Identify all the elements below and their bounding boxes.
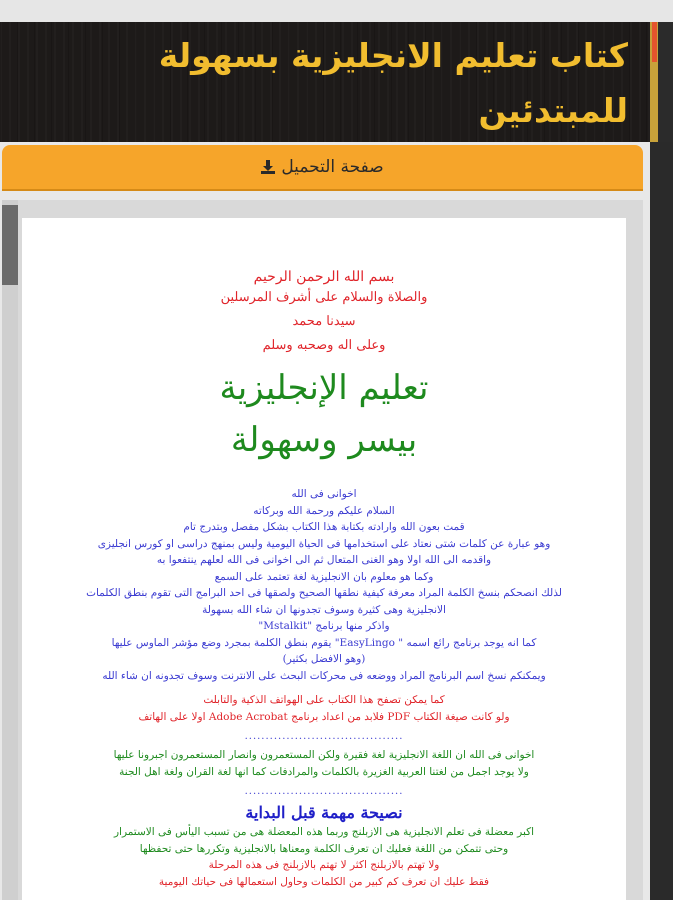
tip-line: فقط عليك ان تعرف كم كبير من الكلمات وحاول استعمالها فى حياتك اليومية <box>158 875 490 888</box>
document-page <box>22 218 626 900</box>
note-block <box>22 692 626 725</box>
greeting-line: وعلى اله وصحبه وسلم <box>262 338 386 353</box>
intro-line: كما انه يوجد برنامج رائع اسمه " EasyLingo" يقوم بنطق الكلمة بمجرد وضع مؤشر الماوس عليها <box>111 636 537 649</box>
intro-line: وهو عبارة عن كلمات شتى نعتاد على استخدامها فى الحياة اليومية وليس بمنهج دراسى او كورس انجليزى <box>97 537 551 550</box>
top-strip <box>0 0 673 22</box>
tip-heading: نصيحة مهمة قبل البداية <box>245 803 403 822</box>
right-rail <box>650 142 673 900</box>
document-title-line2: بيسر وسهولة <box>230 420 418 460</box>
arabic-note-line: اخوانى فى الله ان اللغة الانجليزية لغة فقيرة ولكن المستعمرون وانصار المستعمرون اجبرونا عليها <box>113 749 535 761</box>
greeting-line: والصلاة والسلام على أشرف المرسلين <box>220 290 428 305</box>
tip-line: وحتى تتمكن من اللغة فعليك ان تعرف الكلمة ومعناها بالانجليزية وتكررها حتى تحفظها <box>139 842 509 855</box>
intro-line: واذكر منها برنامج "Mstalkit" <box>258 620 390 632</box>
download-icon <box>261 160 275 174</box>
intro-line: وكما هو معلوم بان الانجليزية لغة تعتمد على السمع <box>214 570 434 583</box>
document-title-line1: تعليم الإنجليزية <box>219 368 429 408</box>
tip-line: اكبر معضلة فى تعلم الانجليزية هى الازبلنج وربما هذه المعضلة هى من تسبب اليأس فى الاستمرار <box>113 826 535 838</box>
right-rail-top <box>658 22 673 142</box>
intro-line: واقدمه الى الله اولا وهو الغنى المتعال ثم الى اخوانى فى الله لعلهم ينتفعوا به <box>156 554 492 566</box>
viewer-scrollbar-thumb[interactable] <box>2 205 18 285</box>
page-title-line1: كتاب تعليم الانجليزية بسهولة للمبتدئين <box>158 36 628 130</box>
scroll-indicator[interactable] <box>652 22 657 62</box>
intro-line: (وهو الافضل بكثير) <box>282 653 366 665</box>
separator: ...................................... <box>244 786 404 797</box>
intro-line: السلام عليكم ورحمة الله وبركاته <box>253 504 395 517</box>
arabic-note-line: ولا يوجد اجمل من لغتنا العربية الغزيرة بالكلمات والمرادفات كما انها لغة القران ولغة اهل الجنة <box>119 765 529 778</box>
intro-line: لذلك انصحكم بنسخ الكلمة المراد معرفة كيفية نطقها الصحيح ولصقها فى احد البرامج التى تقوم بنطق الكلمات <box>86 587 562 599</box>
intro-line: اخوانى فى الله <box>291 488 357 500</box>
viewer-scrollbar[interactable] <box>2 200 18 900</box>
greeting-line: سيدنا محمد <box>292 314 356 329</box>
note-line: كما يمكن تصفح هذا الكتاب على الهواتف الذكية والتابلت <box>203 694 445 706</box>
intro-line: ويمكنكم نسخ اسم البرنامج المراد ووضعه فى محركات البحث على الانترنت وسوف تجدونه ان شاء الله <box>102 669 546 682</box>
note-line: ولو كانت صيغة الكتاب PDF فلابد من اعداد برنامج Adobe Acrobat اولا على الهاتف <box>138 710 510 723</box>
separator: ...................................... <box>244 731 404 742</box>
tip-line: ولا تهتم بالازبلنج اكثر لا تهتم بالازبلنج فى هذه المرحلة <box>208 859 440 871</box>
basmala: بسم الله الرحمن الرحيم <box>253 269 395 285</box>
intro-block <box>22 486 626 684</box>
intro-line: قمت بعون الله وارادته بكتابة هذا الكتاب بشكل مفصل وبتدرج تام <box>183 521 465 533</box>
download-button-label: صفحة التحميل <box>281 157 384 177</box>
download-page-button[interactable] <box>2 145 643 189</box>
app-header <box>0 22 650 142</box>
intro-line: الانجليزية وهى كثيرة وسوف تجدونها ان شاء الله بسهولة <box>202 603 446 616</box>
